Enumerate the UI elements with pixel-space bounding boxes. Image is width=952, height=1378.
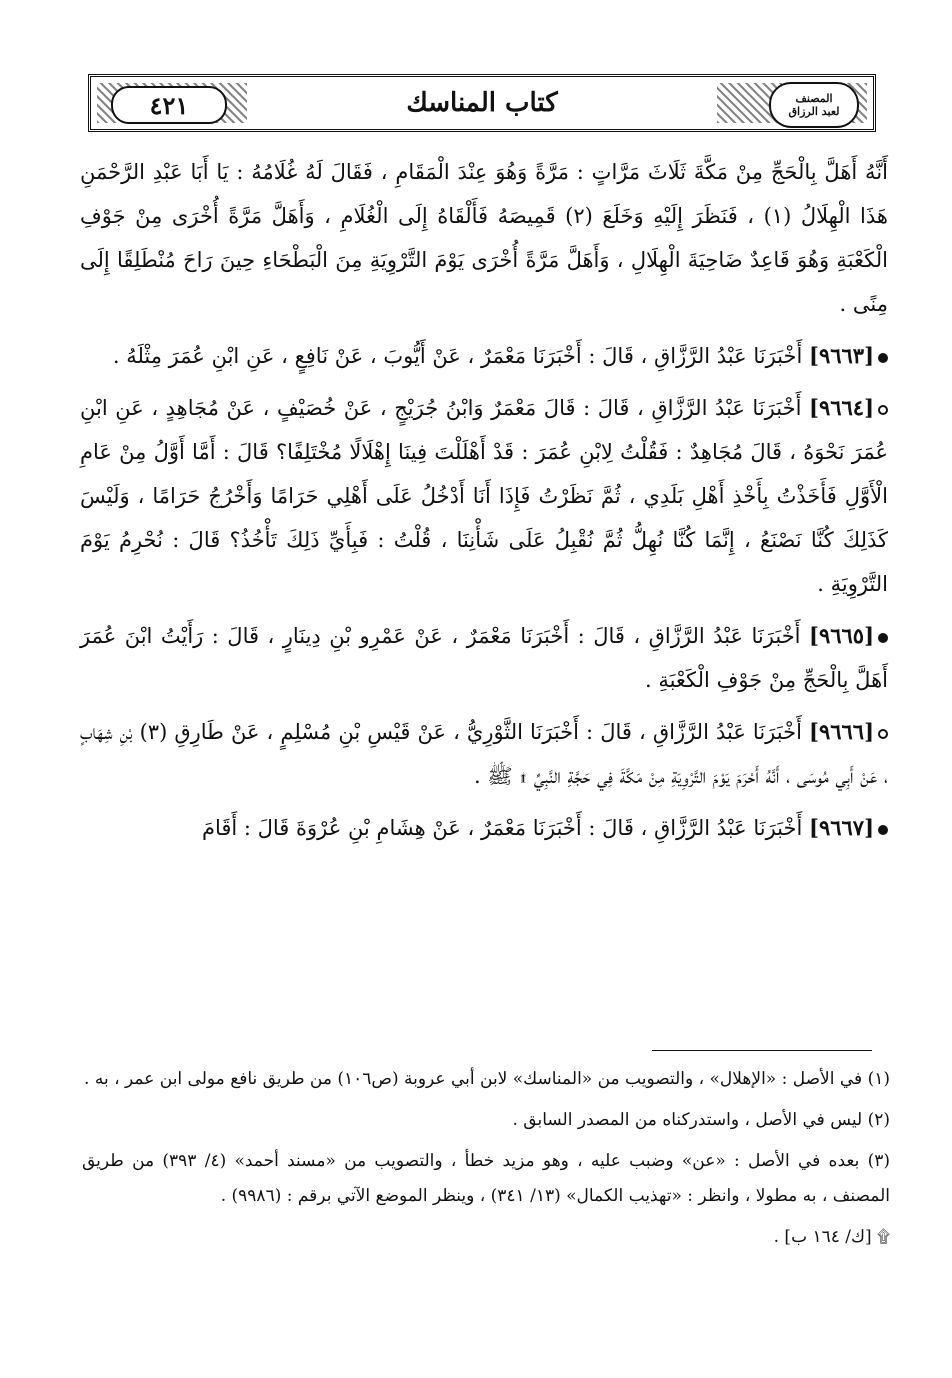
paragraph-text: أَخْبَرَنَا عَبْدُ الرَّزَّاقِ ، قَالَ : أَخْبَرَنَا الثَّوْرِيُّ ، عَنْ قَيْسِ بْنِ مُسْلِمٍ ، عَنْ طَارِقِ (٣) بْنِ شِهَابٍ ، عَنْ أَبِي مُوسَى ، أَنَّهُ أَحْرَمَ يَوْمَ التَّرْوِيَةِ مِنْ مَكَّةَ فِي حَجَّةِ النَّبِيِّ ۩ ﷺ . [80, 720, 888, 788]
footnote-1: (١) في الأصل : «الإهلال» ، والتصويب من «المناسك» لابن أبي عروبة (ص١٠٦) من طريق نافع مولى ابن عمر ، به . [84, 1069, 890, 1089]
chapter-title: كتاب المناسك [343, 83, 621, 123]
paragraph-continuation [80, 150, 888, 326]
hadith-number: [٩٦٦٤] [809, 395, 874, 420]
hadith-number: [٩٦٦٦] [809, 719, 874, 744]
hadith-number: [٩٦٦٥] [809, 623, 874, 648]
footnote-2: (٢) ليس في الأصل ، واستدركناه من المصدر السابق . [512, 1110, 890, 1130]
emblem-line-2: لعبد الرزاق [788, 105, 840, 118]
paragraph-text: أَخْبَرَنَا عَبْدُ الرَّزَّاقِ ، قَالَ : أَخْبَرَنَا مَعْمَرٌ ، عَنْ أَيُّوبَ ، عَنْ نَافِعٍ ، عَنِ ابْنِ عُمَرَ مِثْلَهُ . [112, 344, 803, 368]
hadith-9666 [80, 710, 888, 798]
filled-circle-icon [878, 825, 888, 835]
hadith-number: [٩٦٦٣] [809, 343, 874, 368]
hadith-number: [٩٦٦٧] [809, 815, 874, 840]
open-circle-icon [878, 405, 888, 415]
filled-circle-icon [878, 633, 888, 643]
page-number: ٤٢١ [111, 86, 227, 124]
paragraph-text: أَنَّهُ أَهَلَّ بِالْحَجِّ مِنْ مَكَّةَ ثَلَاثَ مَرَّاتٍ : مَرَّةً وَهُوَ عِنْدَ الْمَقَامِ ، فَقَالَ لَهُ غُلَامُهُ : يَا أَبَا عَبْدِ الرَّحْمَنِ هَذَا الْهِلَالُ (١) ، فَنَظَرَ إِلَيْهِ وَخَلَعَ (٢) قَمِيصَهُ فَأَلْقَاهُ إِلَى الْغُلَامِ ، وَأَهَلَّ مَرَّةً أُخْرَى مِنْ جَوْفِ الْكَعْبَةِ وَهُوَ قَاعِدٌ ضَاحِيَةَ الْهِلَالِ ، وَأَهَلَّ مَرَّةً أُخْرَى يَوْمَ التَّرْوِيَةِ مِنَ الْبَطْحَاءِ حِينَ رَاحَ مُنْطَلِقًا إِلَى مِنًى . [80, 160, 888, 316]
paragraph-text: أَخْبَرَنَا عَبْدُ الرَّزَّاقِ ، قَالَ : أَخْبَرَنَا مَعْمَرٌ ، عَنْ عَمْرِو بْنِ دِينَارٍ ، قَالَ : رَأَيْتُ ابْنَ عُمَرَ أَهَلَّ بِالْحَجِّ مِنْ جَوْفِ الْكَعْبَةِ . [80, 624, 888, 692]
open-circle-icon [878, 729, 888, 739]
emblem-line-1: المصنف [795, 92, 833, 105]
book-emblem [769, 82, 859, 128]
footnote-3: (٣) بعده في الأصل : «عن» وضبب عليه ، وهو مزيد خطأ ، والتصويب من «مسند أحمد» (٤/ ٣٩٣) من طريق المصنف ، به مطولا ، وانظر : «تهذيب الكمال» (١٣/ ٣٤١) ، وينظر الموضع الآتي برقم : (٩٩٨٦) . [82, 1151, 890, 1206]
main-text [80, 150, 888, 858]
filled-circle-icon [878, 353, 888, 363]
paragraph-text: أَخْبَرَنَا عَبْدُ الرَّزَّاقِ ، قَالَ : أَخْبَرَنَا مَعْمَرٌ ، عَنْ هِشَامِ بْنِ عُرْوَةَ قَالَ : أَقَامَ [201, 816, 803, 840]
hadith-9663 [80, 334, 888, 378]
footnotes [82, 1062, 890, 1261]
manuscript-reference: ۩ [ك/ ١٦٤ ب] . [773, 1227, 890, 1247]
hadith-9665 [80, 614, 888, 702]
page-header [88, 74, 876, 132]
hadith-9667 [80, 806, 888, 850]
footnote-separator [652, 1050, 872, 1051]
hadith-9664 [80, 386, 888, 606]
paragraph-text: أَخْبَرَنَا عَبْدُ الرَّزَّاقِ ، قَالَ : قَالَ مَعْمَرٌ وَابْنُ جُرَيْجٍ ، عَنْ خُصَيْفٍ ، عَنْ مُجَاهِدٍ ، عَنِ ابْنِ عُمَرَ نَحْوَهُ ، قَالَ مُجَاهِدٌ : فَقُلْتُ لِابْنِ عُمَرَ : قَدْ أَهْلَلْتَ فِينَا إِهْلَالًا مُخْتَلِفًا؟ قَالَ : أَمَّا أَوَّلُ مِنْ عَامِ الْأَوَّلِ فَأَخَذْتُ بِأَخْذِ أَهْلِ بَلَدِي ، ثُمَّ نَظَرْتُ فَإِذَا أَنَا أَدْخُلُ عَلَى أَهْلِي حَرَامًا وَأَخْرُجُ حَرَامًا ، وَلَيْسَ كَذَلِكَ كُنَّا نَصْنَعُ ، إِنَّمَا كُنَّا نُهِلُّ ثُمَّ نُقْبِلُ عَلَى شَأْنِنَا ، قُلْتُ : فَبِأَيِّ ذَلِكَ تَأْخُذُ؟ قَالَ : نُحْرِمُ يَوْمَ التَّرْوِيَةِ . [80, 396, 888, 596]
